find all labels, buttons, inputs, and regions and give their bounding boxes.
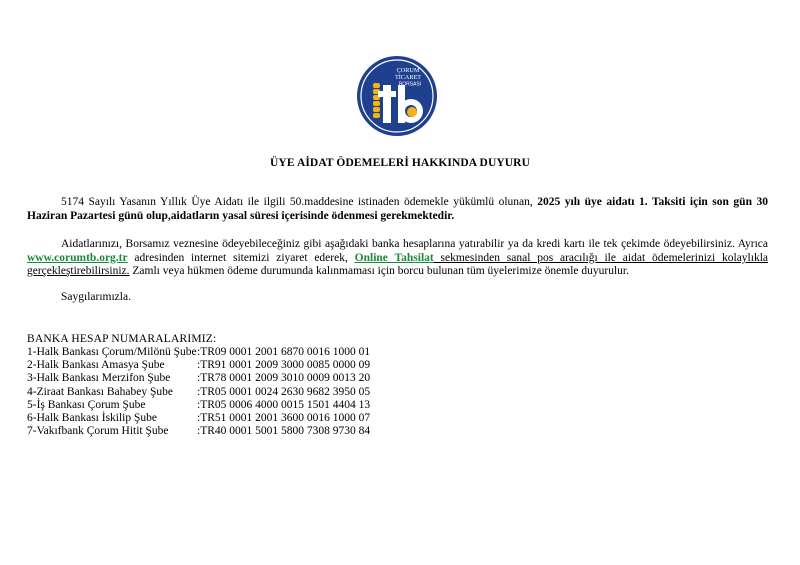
bank-heading: BANKA HESAP NUMARALARIMIZ: bbox=[27, 333, 217, 345]
bank-row bbox=[27, 412, 370, 425]
bank-name: 6-Halk Bankası İskilip Şube bbox=[27, 412, 157, 425]
bank-iban: :TR05 0001 0024 2630 9682 3950 05 bbox=[197, 385, 371, 398]
paragraph2-text-b: adresinden internet sitemizi ziyaret ederek, bbox=[127, 251, 355, 264]
bank-name: 1-Halk Bankası Çorum/Milönü Şube bbox=[27, 346, 197, 358]
closing: Saygılarımızla. bbox=[61, 291, 131, 303]
paragraph1-text: 5174 Sayılı Yasanın Yıllık Üye Aidatı ile ilgili 50.maddesine istinaden ödemekle yükümlü olunan, bbox=[61, 196, 538, 208]
bank-name: 4-Ziraat Bankası Bahabey Şube bbox=[27, 385, 173, 398]
bank-row bbox=[27, 372, 370, 385]
online-tahsilat-link[interactable]: Online Tahsilat bbox=[354, 251, 434, 264]
bank-row bbox=[27, 425, 370, 438]
paragraph1-bold: 2025 yılı üye aidatı 1. Taksiti için son gün 30 Haziran Pazartesi günü olup,aidatların yasal süresi içerisinde ödenmesi gerekmektedir. bbox=[27, 196, 768, 222]
paragraph-payment bbox=[27, 238, 768, 279]
bank-iban: :TR40 0001 5001 5800 7308 9730 84 bbox=[197, 425, 371, 438]
bank-iban: :TR51 0001 2001 3600 0016 1000 07 bbox=[197, 412, 371, 425]
bank-iban: :TR05 0006 4000 0015 1501 4404 13 bbox=[197, 398, 371, 411]
bank-name: 5-İş Bankası Çorum Şube bbox=[27, 398, 146, 411]
paragraph-deadline bbox=[27, 196, 768, 223]
bank-row bbox=[27, 359, 370, 372]
page-title: ÜYE AİDAT ÖDEMELERİ HAKKINDA DUYURU bbox=[270, 157, 530, 169]
paragraph2-text-c: sekmesinden sanal pos aracılığı ile aidat ödemelerinizi kolaylıkla gerçekleştirebilirsiniz. bbox=[27, 251, 768, 278]
bank-list bbox=[27, 346, 370, 438]
paragraph2-text-d: Zamlı veya hükmen ödeme durumunda kalınmaması için borcu bulunan tüm üyelerimize önemle duyurulur. bbox=[129, 265, 629, 278]
bank-iban: :TR78 0001 2009 3010 0009 0013 20 bbox=[197, 372, 371, 385]
website-link[interactable]: www.corumtb.org.tr bbox=[27, 251, 128, 264]
bank-name: 3-Halk Bankası Merzifon Şube bbox=[27, 372, 171, 385]
corum-ticaret-borsasi-logo bbox=[356, 55, 438, 137]
logo-line1: ÇORUM bbox=[396, 67, 420, 74]
bank-row bbox=[27, 399, 370, 412]
logo-line3: BORSASI bbox=[398, 81, 422, 88]
bank-row bbox=[27, 346, 370, 359]
bank-iban: :TR09 0001 2001 6870 0016 1000 01 bbox=[197, 346, 371, 358]
bank-name: 2-Halk Bankası Amasya Şube bbox=[27, 359, 165, 372]
paragraph2-text-a: Aidatlarınızı, Borsamız veznesine ödeyebileceğiniz gibi aşağıdaki banka hesaplarına yatırabilir ya da kredi kartı ile tek çekimde ödeyebilirsiniz. Ayrıca bbox=[61, 238, 768, 250]
bank-name: 7-Vakıfbank Çorum Hitit Şube bbox=[27, 425, 169, 438]
bank-row bbox=[27, 386, 370, 399]
bank-iban: :TR91 0001 2009 3000 0085 0000 09 bbox=[197, 359, 371, 372]
logo-line2: TİCARET bbox=[394, 74, 422, 81]
